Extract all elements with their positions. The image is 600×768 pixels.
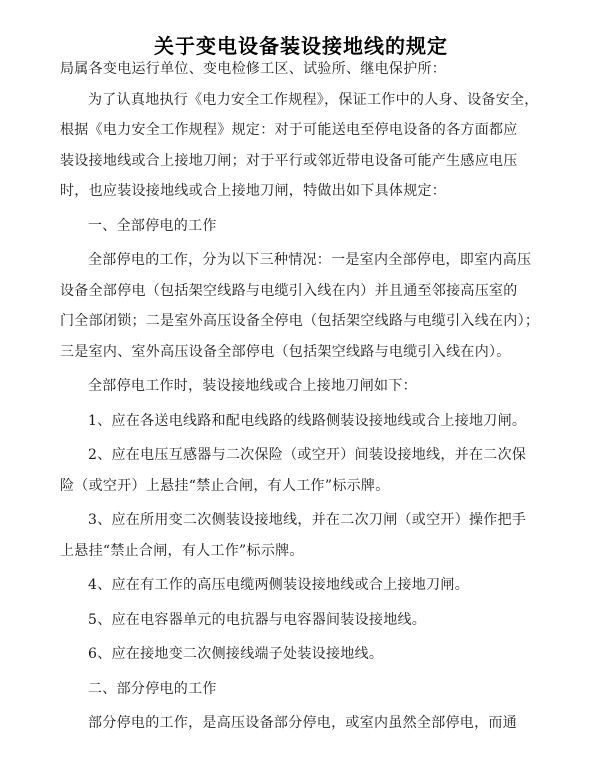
section2-heading: 二、部分停电的工作 [88, 680, 217, 697]
section1-line: 三是室内、室外高压设备全部停电（包括架空线路与电缆引入线在内）。 [60, 343, 511, 360]
item-line: 2、应在电压互感器与二次保险（或空开）间装设接地线，并在二次保 [88, 447, 527, 463]
item-line: 4、应在有工作的高压电缆两侧装设接地线或合上接地刀闸。 [88, 577, 470, 593]
section1-line: 设备全部停电（包括架空线路与电缆引入线在内）并且通至邻接高压室的 [60, 282, 518, 299]
intro-line: 为了认真地执行《电力安全工作规程》，保证工作中的人身、设备安全， [88, 91, 539, 108]
document-title: 关于变电设备装设接地线的规定 [154, 34, 448, 58]
section1-line: 门全部闭锁；二是室外高压设备全停电（包括架空线路与电缆引入线在内）； [60, 313, 540, 329]
item-3 [60, 505, 542, 566]
section2-paragraph [60, 708, 542, 739]
section1-paragraph [60, 245, 542, 367]
section1-heading: 一、全部停电的工作 [88, 217, 217, 234]
item-line: 上悬挂“禁止合闸，有人工作”标示牌。 [60, 542, 304, 559]
section2-line: 部分停电的工作，是高压设备部分停电，或室内虽然全部停电，而通 [88, 715, 517, 731]
item-2 [60, 440, 542, 501]
item-1 [60, 406, 542, 437]
item-line: 6、应在接地变二次侧接线端子处装设接地线。 [88, 646, 384, 662]
item-5 [60, 605, 542, 636]
item-line: 5、应在电容器单元的电抗器与电容器间装设接地线。 [88, 611, 427, 628]
intro-paragraph [60, 85, 542, 207]
recipient-line: 局属各变电运行单位、变电检修工区、试验所、继电保护所： [60, 61, 447, 77]
item-line: 1、应在各送电线路和配电线路的线路侧装设接地线或合上接地刀闸。 [88, 412, 527, 429]
item-4 [60, 570, 542, 601]
item-line: 险（或空开）上悬挂“禁止合闸，有人工作”标示牌。 [60, 477, 390, 494]
item-line: 3、应在所用变二次侧装设接地线，并在二次刀闸（或空开）操作把手 [88, 512, 527, 528]
intro-line: 时，也应装设接地线或合上接地刀闸，特做出如下具体规定： [60, 183, 447, 199]
intro-line: 根据《电力安全工作规程》规定：对于可能送电至停电设备的各方面都应 [60, 122, 518, 138]
section1-line: 全部停电的工作，分为以下三种情况：一是室内全部停电，即室内高压 [88, 252, 532, 268]
intro-line: 装设接地线或合上接地刀闸；对于平行或邻近带电设备可能产生感应电压 [60, 152, 518, 169]
section1-lead: 全部停电工作时，装设接地线或合上接地刀闸如下： [88, 378, 417, 394]
item-6 [60, 639, 542, 670]
